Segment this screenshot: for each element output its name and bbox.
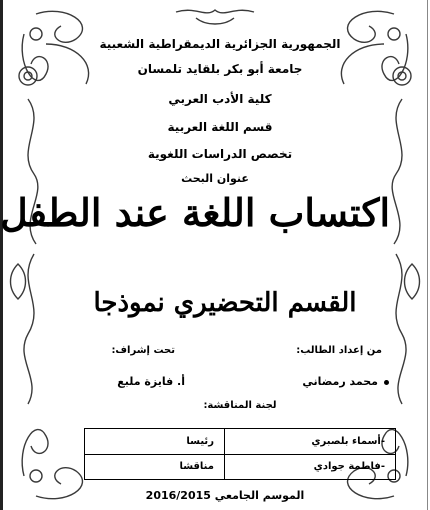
prepared-by-label: من إعداد الطالب: — [296, 345, 382, 356]
thesis-subtitle: القسم التحضيري نموذجا — [93, 288, 357, 318]
committee-member-name: -أسماء بلصبري — [224, 429, 395, 455]
committee-label: لجنة المناقشة: — [203, 400, 277, 411]
committee-member-name: -فاطمة جوادي — [224, 454, 395, 480]
republic-name: الجمهورية الجزائرية الديمقراطية الشعبية — [99, 37, 341, 51]
bullet-icon — [384, 380, 389, 385]
student-name: محمد رمضاني — [302, 375, 378, 388]
specialty-name: تخصص الدراسات اللغوية — [147, 147, 293, 161]
supervised-by-label: تحت إشراف: — [111, 345, 175, 356]
scan-right-edge — [427, 0, 428, 510]
thesis-title: اكتساب اللغة عند الطفل — [0, 190, 390, 235]
table-row — [85, 454, 396, 480]
scan-left-edge — [0, 0, 3, 510]
supervisor-name: أ. فايزة ملبع — [117, 375, 185, 388]
faculty-name: كلية الأدب العربي — [168, 92, 272, 106]
academic-year: الموسم الجامعي 2016/2015 — [145, 489, 305, 502]
committee-member-role: مناقشا — [85, 454, 225, 480]
title-label: عنوان البحث — [181, 172, 249, 185]
university-name: جامعة أبو بكر بلقايد تلمسان — [137, 62, 303, 76]
committee-member-role: رئيسا — [85, 429, 225, 455]
table-row — [85, 429, 396, 455]
committee-table — [84, 428, 396, 480]
department-name: قسم اللغة العربية — [167, 120, 273, 134]
